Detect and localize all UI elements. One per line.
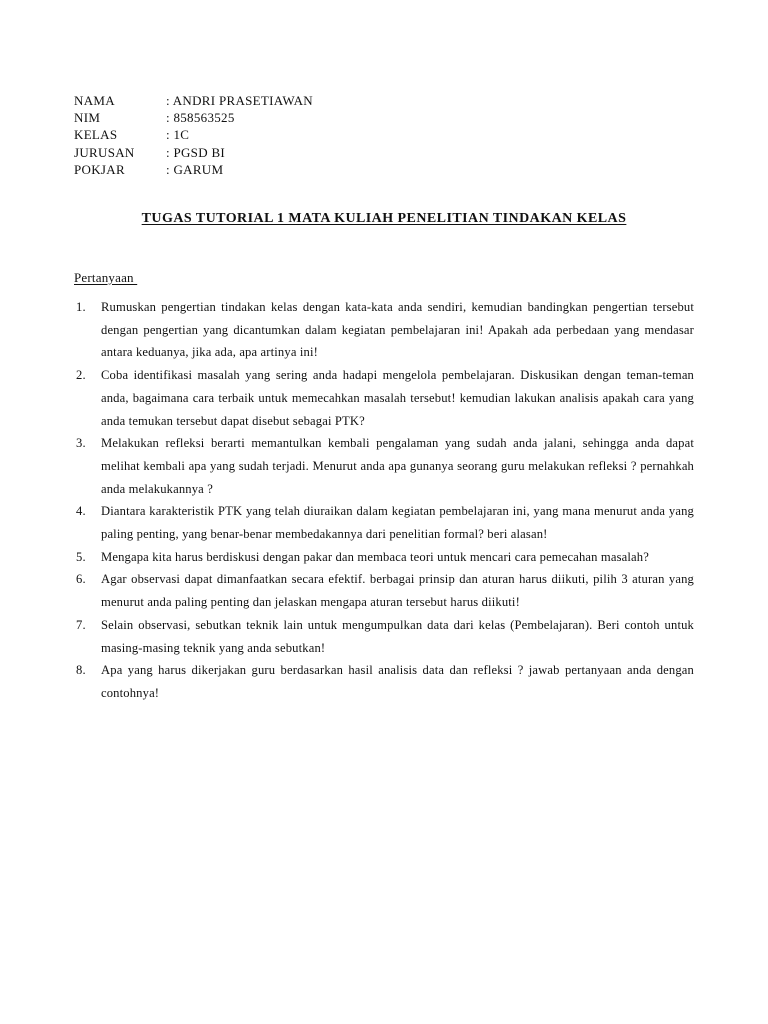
identity-row-group <box>74 161 313 178</box>
question-text: Mengapa kita harus berdiskusi dengan pakar dan membaca teori untuk mencari cara pemecahan masalah? <box>101 549 649 564</box>
question-item <box>74 500 694 545</box>
question-item <box>74 432 694 500</box>
question-number: 2. <box>76 368 86 383</box>
question-item <box>74 546 694 569</box>
question-number: 6. <box>76 572 86 587</box>
question-text: Coba identifikasi masalah yang sering anda hadapi mengelola pembelajaran. Diskusikan dengan teman-teman anda, bagaimana cara terbaik untuk memecahkan masalah tersebut! kemudian lakukan analisis apakah cara yang anda temukan tersebut dapat disebut sebagai PTK? <box>101 368 694 428</box>
document-title: TUGAS TUTORIAL 1 MATA KULIAH PENELITIAN TINDAKAN KELAS <box>141 211 627 226</box>
question-number: 8. <box>76 663 86 678</box>
identity-row-nim <box>74 109 313 126</box>
question-number: 5. <box>76 549 86 564</box>
question-item <box>74 568 694 613</box>
identity-value: : PGSD BI <box>166 144 226 160</box>
identity-value: : GARUM <box>166 161 224 177</box>
identity-label: NAMA <box>74 93 115 108</box>
student-identity-block <box>74 92 313 178</box>
section-heading: Pertanyaan <box>74 270 138 285</box>
question-item <box>74 364 694 432</box>
identity-row-name <box>74 92 313 109</box>
question-item <box>74 296 694 364</box>
question-text: Melakukan refleksi berarti memantulkan kembali pengalaman yang sudah anda jalani, sehingga anda dapat melihat kembali apa yang sudah terjadi. Menurut anda apa gunanya seorang guru melakukan refleksi ? pernahkah anda melakukannya ? <box>101 436 694 496</box>
question-text: Apa yang harus dikerjakan guru berdasarkan hasil analisis data dan refleksi ? jawab pertanyaan anda dengan contohnya! <box>101 663 694 700</box>
question-list <box>74 296 694 705</box>
question-item <box>74 614 694 659</box>
identity-row-class <box>74 126 313 143</box>
question-number: 1. <box>76 300 86 314</box>
identity-label: NIM <box>74 110 101 126</box>
identity-row-major <box>74 144 313 161</box>
identity-label: POKJAR <box>74 161 125 177</box>
identity-value: : 858563525 <box>166 110 235 126</box>
identity-value: : ANDRI PRASETIAWAN <box>166 93 313 108</box>
question-number: 3. <box>76 436 86 451</box>
question-text: Diantara karakteristik PTK yang telah diuraikan dalam kegiatan pembelajaran ini, yang mana menurut anda yang paling penting, yang benar-benar membedakannya dari penelitian formal? beri alasan! <box>101 504 694 542</box>
identity-value: : 1C <box>166 127 190 143</box>
question-number: 4. <box>76 504 86 519</box>
question-text: Rumuskan pengertian tindakan kelas dengan kata-kata anda sendiri, kemudian bandingkan pengertian tersebut dengan pengertian yang dicantumkan dalam kegiatan pembelajaran ini! Apakah ada perbedaan yang mendasar antara keduanya, jika ada, apa artinya ini! <box>101 300 694 360</box>
question-number: 7. <box>76 617 86 632</box>
identity-label: JURUSAN <box>74 144 135 160</box>
question-text: Agar observasi dapat dimanfaatkan secara efektif. berbagai prinsip dan aturan harus diikuti, pilih 3 aturan yang menurut anda paling penting dan jelaskan mengapa aturan tersebut harus diikuti! <box>101 572 694 610</box>
identity-label: KELAS <box>74 127 118 143</box>
question-text: Selain observasi, sebutkan teknik lain untuk mengumpulkan data dari kelas (Pembelajaran). Beri contoh untuk masing-masing teknik yang anda sebutkan! <box>101 617 694 655</box>
question-item <box>74 659 694 704</box>
